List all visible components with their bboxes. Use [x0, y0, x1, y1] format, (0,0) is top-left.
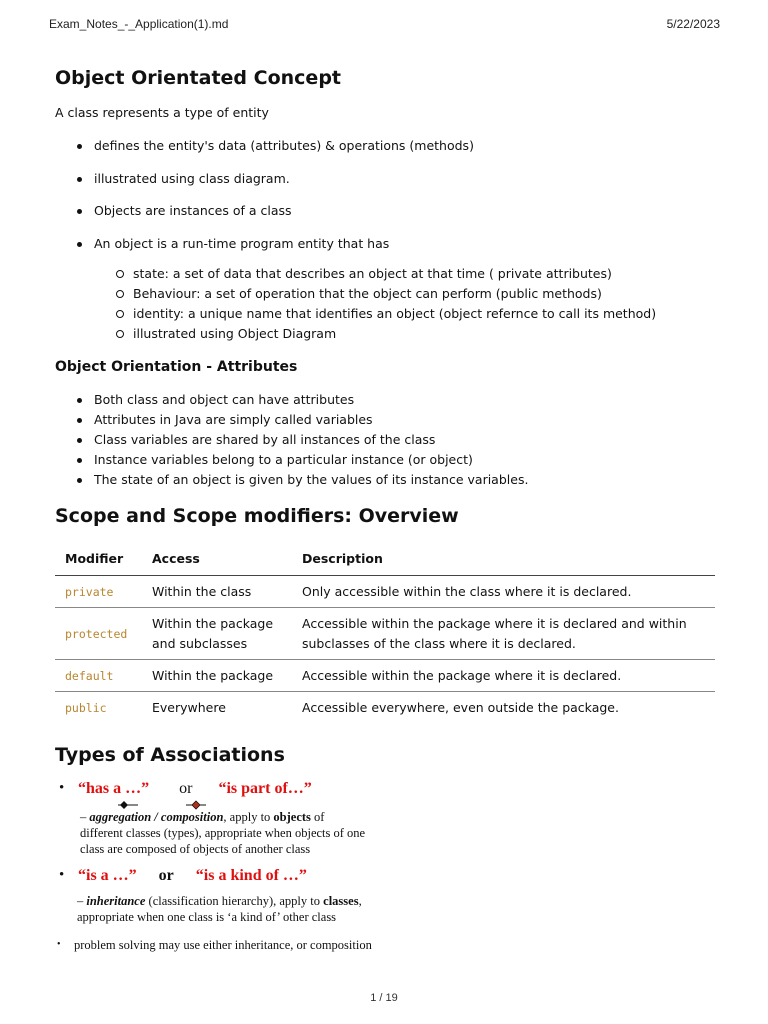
modifier-cell: private — [55, 575, 142, 607]
section-title-scope: Scope and Scope modifiers: Overview — [55, 504, 459, 527]
modifier-cell: public — [65, 700, 107, 715]
objects-term: objects — [273, 809, 311, 824]
bullet-icon: • — [59, 779, 65, 796]
attributes-list — [55, 391, 715, 489]
inheritance-text: (classification hierarchy), apply to — [145, 893, 324, 908]
list-item: Instance variables belong to a particular instance (or object) — [55, 451, 715, 469]
bullet-icon: • — [59, 866, 65, 883]
list-item: Both class and object can have attributes — [55, 391, 715, 409]
table-row — [55, 659, 715, 691]
document-content — [55, 64, 715, 977]
or-word: or — [158, 866, 174, 884]
table-header-row — [55, 542, 715, 576]
has-a-line — [78, 780, 312, 798]
section-title-attributes: Object Orientation - Attributes — [55, 358, 298, 375]
access-cell: Within the package — [142, 659, 292, 691]
classes-term: classes — [323, 893, 359, 908]
bullet-icon: • — [57, 938, 61, 950]
access-cell: Within the package and subclasses — [142, 607, 292, 659]
aggregation-term: aggregation / composition — [89, 809, 224, 824]
section-title-oo-concept: Object Orientated Concept — [55, 67, 342, 89]
list-item: illustrated using class diagram. — [55, 170, 715, 188]
composition-note: problem solving may use either inheritance, or composition — [74, 937, 372, 952]
list-item: Attributes in Java are simply called variables — [55, 411, 715, 429]
dash: – — [80, 809, 90, 824]
is-part-of-phrase: “is part of…” — [218, 779, 312, 797]
table-row — [55, 575, 715, 607]
description-cell: Accessible everywhere, even outside the package. — [302, 699, 619, 715]
scope-modifiers-table — [55, 542, 715, 723]
sub-list-item: illustrated using Object Diagram — [55, 325, 715, 343]
modifier-cell: protected — [55, 607, 142, 659]
sub-list-item: identity: a unique name that identifies an object (object refernce to call its method) — [55, 305, 715, 323]
sub-list-item: Behaviour: a set of operation that the object can perform (public methods) — [55, 285, 715, 303]
is-a-phrase: “is a …” — [78, 866, 137, 884]
is-a-line — [78, 867, 307, 885]
access-cell: Within the class — [142, 575, 292, 607]
list-item-label: An object is a run-time program entity that has — [94, 235, 390, 251]
access-cell: Everywhere — [152, 699, 226, 715]
aggregation-line-3: class are composed of objects of another class — [80, 841, 311, 856]
associations-figure — [0, 777, 715, 977]
inheritance-description — [77, 893, 417, 925]
has-a-phrase: “has a …” — [78, 779, 150, 797]
modifier-cell: default — [55, 659, 142, 691]
intro-text: A class represents a type of entity — [55, 105, 269, 120]
dash: – — [77, 893, 87, 908]
document-filename: Exam_Notes_-_Application(1).md — [49, 17, 229, 31]
description-cell: Accessible within the package where it is declared. — [292, 659, 715, 691]
description-cell: Accessible within the package where it is declared and within subclasses of the class where it is declared. — [292, 607, 715, 659]
column-header-modifier: Modifier — [55, 542, 142, 576]
aggregation-line-2: different classes (types), appropriate when objects of one — [80, 825, 366, 840]
inheritance-text-end: , — [358, 893, 362, 908]
aggregation-description — [80, 809, 410, 857]
object-properties-list — [55, 265, 715, 343]
list-item: defines the entity's data (attributes) & operations (methods) — [55, 137, 715, 155]
description-cell: Only accessible within the class where it is declared. — [292, 575, 715, 607]
list-item: Objects are instances of a class — [55, 202, 715, 220]
list-item — [55, 235, 715, 343]
document-date: 5/22/2023 — [666, 17, 720, 31]
column-header-access: Access — [142, 542, 292, 576]
aggregation-text-end: of — [310, 809, 325, 824]
sub-list-item: state: a set of data that describes an object at that time ( private attributes) — [55, 265, 715, 283]
page-number: 1 / 19 — [370, 992, 398, 1004]
is-a-kind-of-phrase: “is a kind of …” — [195, 866, 307, 884]
aggregation-line-1 — [80, 809, 410, 825]
inheritance-line-2: appropriate when one class is ‘a kind of’ other class — [77, 909, 337, 924]
inheritance-term: inheritance — [86, 893, 146, 908]
aggregation-text: , apply to — [223, 809, 274, 824]
list-item: The state of an object is given by the values of its instance variables. — [55, 471, 715, 489]
table-row — [55, 607, 715, 659]
oo-concept-list — [55, 137, 715, 343]
or-word: or — [179, 779, 193, 797]
table-row — [55, 691, 715, 723]
section-title-associations: Types of Associations — [55, 743, 285, 766]
list-item: Class variables are shared by all instances of the class — [55, 431, 715, 449]
inheritance-line-1 — [77, 893, 417, 909]
column-header-description: Description — [292, 542, 715, 576]
